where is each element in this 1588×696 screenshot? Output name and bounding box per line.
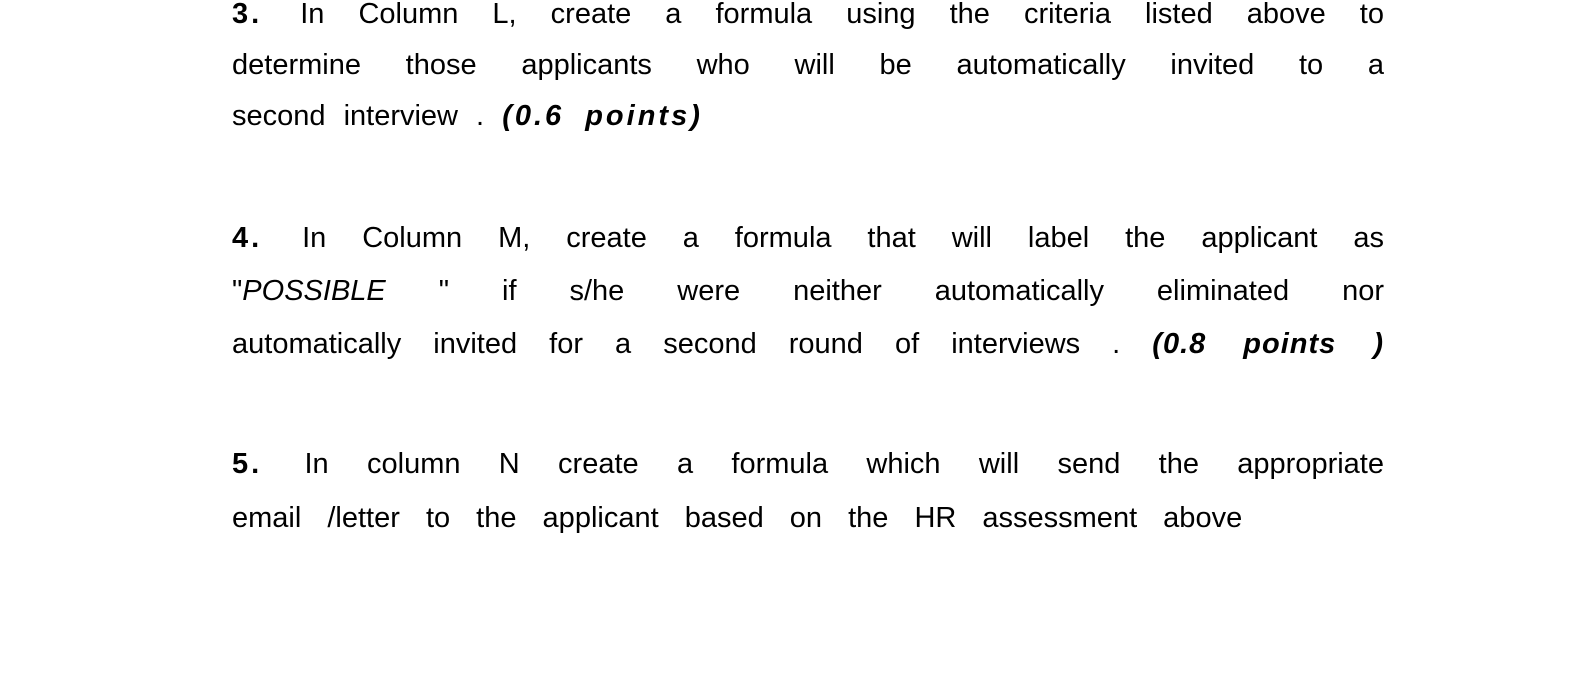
question-4-text-2: " if s/he were neither automatically eliminated nor	[385, 275, 1384, 307]
question-4-line-1	[232, 212, 1384, 265]
question-5	[232, 437, 1384, 545]
question-4-text-1: In Column M, create a formula that will label the applicant as	[302, 222, 1385, 254]
question-5-line-2: email /letter to the applicant based on the HR assessment above	[232, 502, 1243, 534]
question-5-text-1: In column N create a formula which will send the appropriate	[304, 448, 1384, 480]
question-4	[232, 212, 1384, 371]
question-3-number: 3.	[232, 0, 263, 30]
question-3-text-1: In Column L, create a formula using the criteria listed above to	[300, 0, 1384, 30]
question-3	[232, 0, 1384, 142]
question-3-line-3	[232, 91, 1384, 142]
question-4-possible-label: POSSIBLE	[242, 275, 386, 307]
question-5-number: 5.	[232, 448, 263, 480]
question-4-points: (0.8 points )	[1152, 328, 1384, 360]
question-3-points: (0.6 points)	[502, 100, 703, 132]
question-3-text-3: second interview .	[232, 100, 485, 132]
question-3-line-1	[232, 0, 1384, 40]
question-4-text-3: automatically invited for a second round of interviews .	[232, 328, 1121, 360]
question-4-number: 4.	[232, 222, 263, 254]
question-4-quote-open: "	[232, 275, 243, 307]
question-4-line-3	[232, 318, 1384, 371]
question-4-line-2	[232, 265, 1384, 318]
question-3-line-2: determine those applicants who will be automatically invited to a	[232, 49, 1384, 81]
question-5-line-1	[232, 437, 1384, 491]
